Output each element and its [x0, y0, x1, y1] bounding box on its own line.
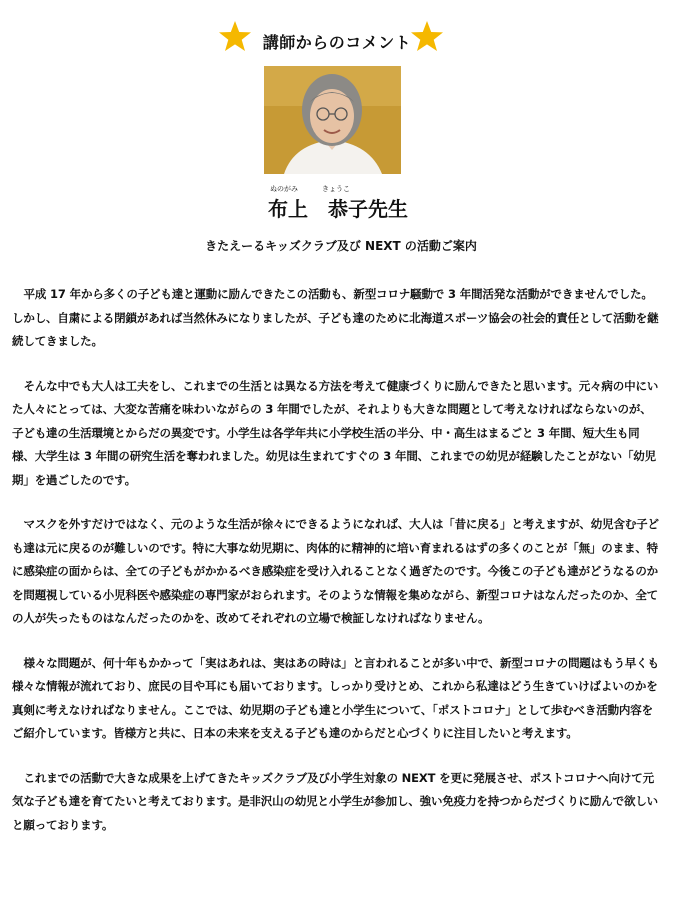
comment-body — [12, 283, 660, 858]
paragraph: そんな中でも大人は工夫をし、これまでの生活とは異なる方法を考えて健康づくりに励んできたと思います。元々病の中にいた人々にとっては、大変な苦痛を味わいながらの 3 年間でしたが、それよりも大きな問題として考えなければならないのが、子ども達の生活環境とからだの異変です。小学生は各学年共に小学校生活の半分、中・高生はまるごと 3 年間、短大生も同様、大学生は 3 年間の研究生活を奪われました。幼児は生まれてすぐの 3 年間、これまでの幼児が経験したことがない「幼児期」を過ごしたのです。 — [12, 378, 659, 487]
header — [0, 20, 682, 60]
subtitle: きたえーるキッズクラブ及び NEXT の活動ご案内 — [205, 239, 477, 253]
star-icon — [410, 20, 444, 54]
furigana-given-name: きょうこ — [322, 185, 350, 193]
paragraph: これまでの活動で大きな成果を上げてきたキッズクラブ及び小学生対象の NEXT を更に発展させ、ポストコロナへ向けて元気な子ども達を育てたいと考えております。是非沢山の幼児と小学生が参加し、強い免疫力を持つからだづくりに励んで欲しいと願っております。 — [12, 770, 659, 832]
paragraph: 様々な問題が、何十年もかかって「実はあれは、実はあの時は」と言われることが多い中で、新型コロナの問題はもう早くも様々な情報が流れており、庶民の目や耳にも届いております。しっかり受けとめ、これから私達はどう生きていけばよいのかを真剣に考えなければなりません。ここでは、幼児期の子ども達と小学生について、「ポストコロナ」として歩むべき活動内容をご紹介しています。皆様方と共に、日本の未来を支える子ども達のからだと心づくりに注目したいと考えます。 — [12, 655, 659, 740]
page-title: 講師からのコメント — [262, 33, 412, 52]
teacher-photo — [264, 66, 401, 174]
star-icon — [218, 20, 252, 54]
teacher-name: 布上 恭子先生 — [268, 197, 408, 221]
furigana-surname: ぬのがみ — [270, 185, 298, 193]
paragraph: マスクを外すだけではなく、元のような生活が徐々にできるようになれば、大人は「昔に戻る」と考えますが、幼児含む子ども達は元に戻るのが難しいのです。特に大事な幼児期に、肉体的に精神的に培い育まれるはずの多くのことが「無」のまま、特に感染症の面からは、全ての子どもがかかるべき感染症を受け入れることなく過ぎたのです。今後この子ども達がどうなるのかを問題視している小児科医や感染症の専門家がおられます。そのような情報を集めながら、新型コロナはなんだったのか、全ての人が失ったものはなんだったのかを、改めてそれぞれの立場で検証しなければなりません。 — [12, 517, 659, 625]
paragraph: 平成 17 年から多くの子ども達と運動に励んできたこの活動も、新型コロナ騒動で 3 年間活発な活動ができませんでした。しかし、自粛による閉鎖があれば当然休みになりましたが、子ども達のために北海道スポーツ協会の社会的責任として活動を継続してきました。 — [12, 287, 659, 348]
